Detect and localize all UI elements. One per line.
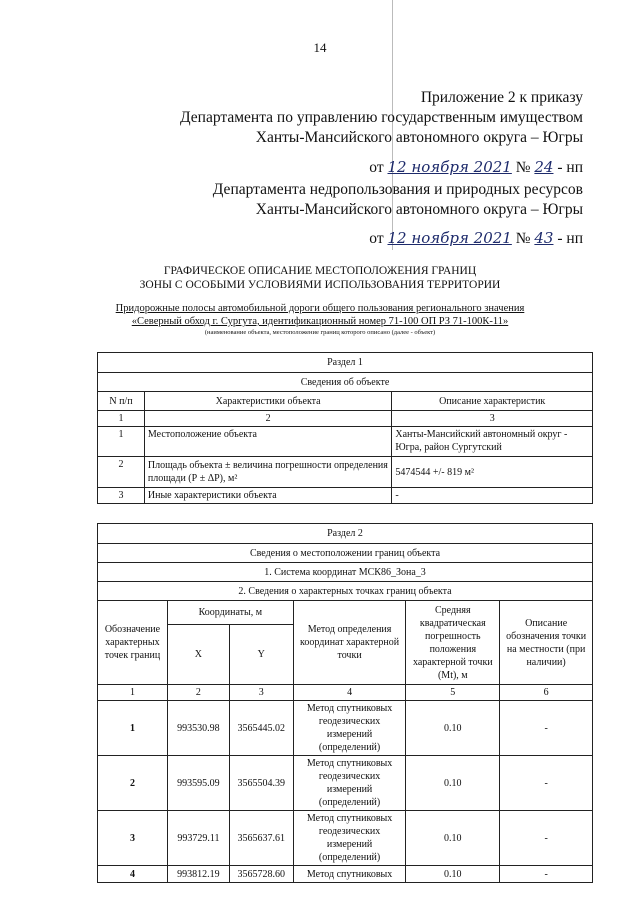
appendix-header	[180, 88, 583, 148]
mt-error: 0.10	[406, 701, 500, 756]
point-id: 2	[98, 756, 168, 811]
mt-error: 0.10	[406, 756, 500, 811]
row-number: 2	[98, 457, 145, 488]
header-line-5: Ханты-Мансийского автономного округа – Югры	[255, 201, 583, 218]
mt-error: 0.10	[406, 866, 500, 883]
object-line-2: «Северный обход г. Сургута, идентификационный номер 71-100 ОП РЗ 71-100К-11»	[131, 316, 509, 327]
order-2-date: 12 ноября 2021	[387, 229, 512, 247]
header-y: Y	[229, 625, 293, 685]
table-row	[98, 756, 593, 811]
order-1-suffix: - нп	[557, 159, 583, 176]
header-line-4: Департамента недропользования и природных ресурсов	[212, 181, 583, 198]
table-row	[98, 427, 593, 457]
order-1-date: 12 ноября 2021	[387, 158, 512, 176]
point-id: 4	[98, 866, 168, 883]
point-description: -	[500, 701, 593, 756]
header-description: Описание обозначения точки на местности (при наличии)	[500, 601, 593, 685]
column-number: 2	[167, 685, 229, 701]
description: 5474544 +/- 819 м²	[392, 457, 593, 488]
coord-y: 3565504.39	[229, 756, 293, 811]
header-method: Метод определения координат характерной точки	[293, 601, 406, 685]
column-number: 4	[293, 685, 406, 701]
order-2	[369, 229, 583, 248]
mt-error: 0.10	[406, 811, 500, 866]
order-1	[369, 158, 583, 177]
table-row	[98, 488, 593, 504]
method: Метод спутниковых	[293, 866, 406, 883]
order-1-number: 24	[534, 158, 554, 176]
point-id: 1	[98, 701, 168, 756]
title-line-1: ГРАФИЧЕСКОЕ ОПИСАНИЕ МЕСТОПОЛОЖЕНИЯ ГРАНИЦ	[163, 265, 477, 277]
header-cell: Характеристики объекта	[144, 392, 391, 411]
order-2-suffix: - нп	[557, 230, 583, 247]
coord-x: 993812.19	[167, 866, 229, 883]
header-line-3: Ханты-Мансийского автономного округа – Югры	[255, 129, 583, 146]
object-name	[0, 302, 640, 337]
coord-x: 993595.09	[167, 756, 229, 811]
characteristic: Площадь объекта ± величина погрешности определения площади (Р ± ΔР), м²	[144, 457, 391, 488]
coord-y: 3565445.02	[229, 701, 293, 756]
coord-x: 993729.11	[167, 811, 229, 866]
document-title	[0, 264, 640, 292]
header-cell: Описание характеристик	[392, 392, 593, 411]
title-line-2: ЗОНЫ С ОСОБЫМИ УСЛОВИЯМИ ИСПОЛЬЗОВАНИЯ ТЕРРИТОРИИ	[139, 279, 501, 291]
section-1-title: Раздел 1	[98, 353, 593, 373]
row-number: 1	[98, 427, 145, 457]
section-2-subtitle: Сведения о местоположении границ объекта	[98, 544, 593, 563]
method: Метод спутниковых геодезических измерений (определений)	[293, 811, 406, 866]
description: -	[392, 488, 593, 504]
order-2-from: от	[369, 230, 384, 247]
points-title: 2. Сведения о характерных точках границ объекта	[98, 582, 593, 601]
header-designation: Обозначение характерных точек границ	[98, 601, 168, 685]
order-1-no: №	[515, 159, 531, 176]
header-cell: N п/п	[98, 392, 145, 411]
object-line-1: Придорожные полосы автомобильной дороги общего пользования регионального значения	[115, 303, 525, 314]
section-2-title: Раздел 2	[98, 524, 593, 544]
page-number: 14	[313, 40, 327, 55]
point-description: -	[500, 756, 593, 811]
coord-x: 993530.98	[167, 701, 229, 756]
row-number: 3	[98, 488, 145, 504]
order-1-from: от	[369, 159, 384, 176]
column-number: 3	[392, 411, 593, 427]
method: Метод спутниковых геодезических измерений (определений)	[293, 701, 406, 756]
section-1-table	[97, 352, 593, 504]
column-number: 5	[406, 685, 500, 701]
coordinate-system: 1. Система координат МСК86_Зона_3	[98, 563, 593, 582]
method: Метод спутниковых геодезических измерений (определений)	[293, 756, 406, 811]
order-2-number: 43	[534, 229, 554, 247]
order-2-no: №	[515, 230, 531, 247]
header-error: Средняя квадратическая погрешность положения характерной точки (Mt), м	[406, 601, 500, 685]
characteristic: Местоположение объекта	[144, 427, 391, 457]
section-2-table	[97, 523, 593, 883]
table-row	[98, 811, 593, 866]
point-description: -	[500, 866, 593, 883]
column-number: 2	[144, 411, 391, 427]
table-row	[98, 866, 593, 883]
header-line-1: Приложение 2 к приказу	[420, 89, 583, 106]
department-2-header	[213, 180, 583, 220]
table-row	[98, 457, 593, 488]
header-coordinates: Координаты, м	[167, 601, 293, 625]
coord-y: 3565637.61	[229, 811, 293, 866]
table-row	[98, 701, 593, 756]
column-number: 1	[98, 411, 145, 427]
column-number: 1	[98, 685, 168, 701]
coord-y: 3565728.60	[229, 866, 293, 883]
point-id: 3	[98, 811, 168, 866]
characteristic: Иные характеристики объекта	[144, 488, 391, 504]
section-1-subtitle: Сведения об объекте	[98, 373, 593, 392]
point-description: -	[500, 811, 593, 866]
column-number: 3	[229, 685, 293, 701]
column-number: 6	[500, 685, 593, 701]
description: Ханты-Мансийский автономный округ - Югра, район Сургутский	[392, 427, 593, 457]
header-x: X	[167, 625, 229, 685]
header-line-2: Департамента по управлению государственным имуществом	[180, 109, 583, 126]
object-note: (наименование объекта, местоположение границ которого описано (далее - объект)	[204, 329, 436, 336]
